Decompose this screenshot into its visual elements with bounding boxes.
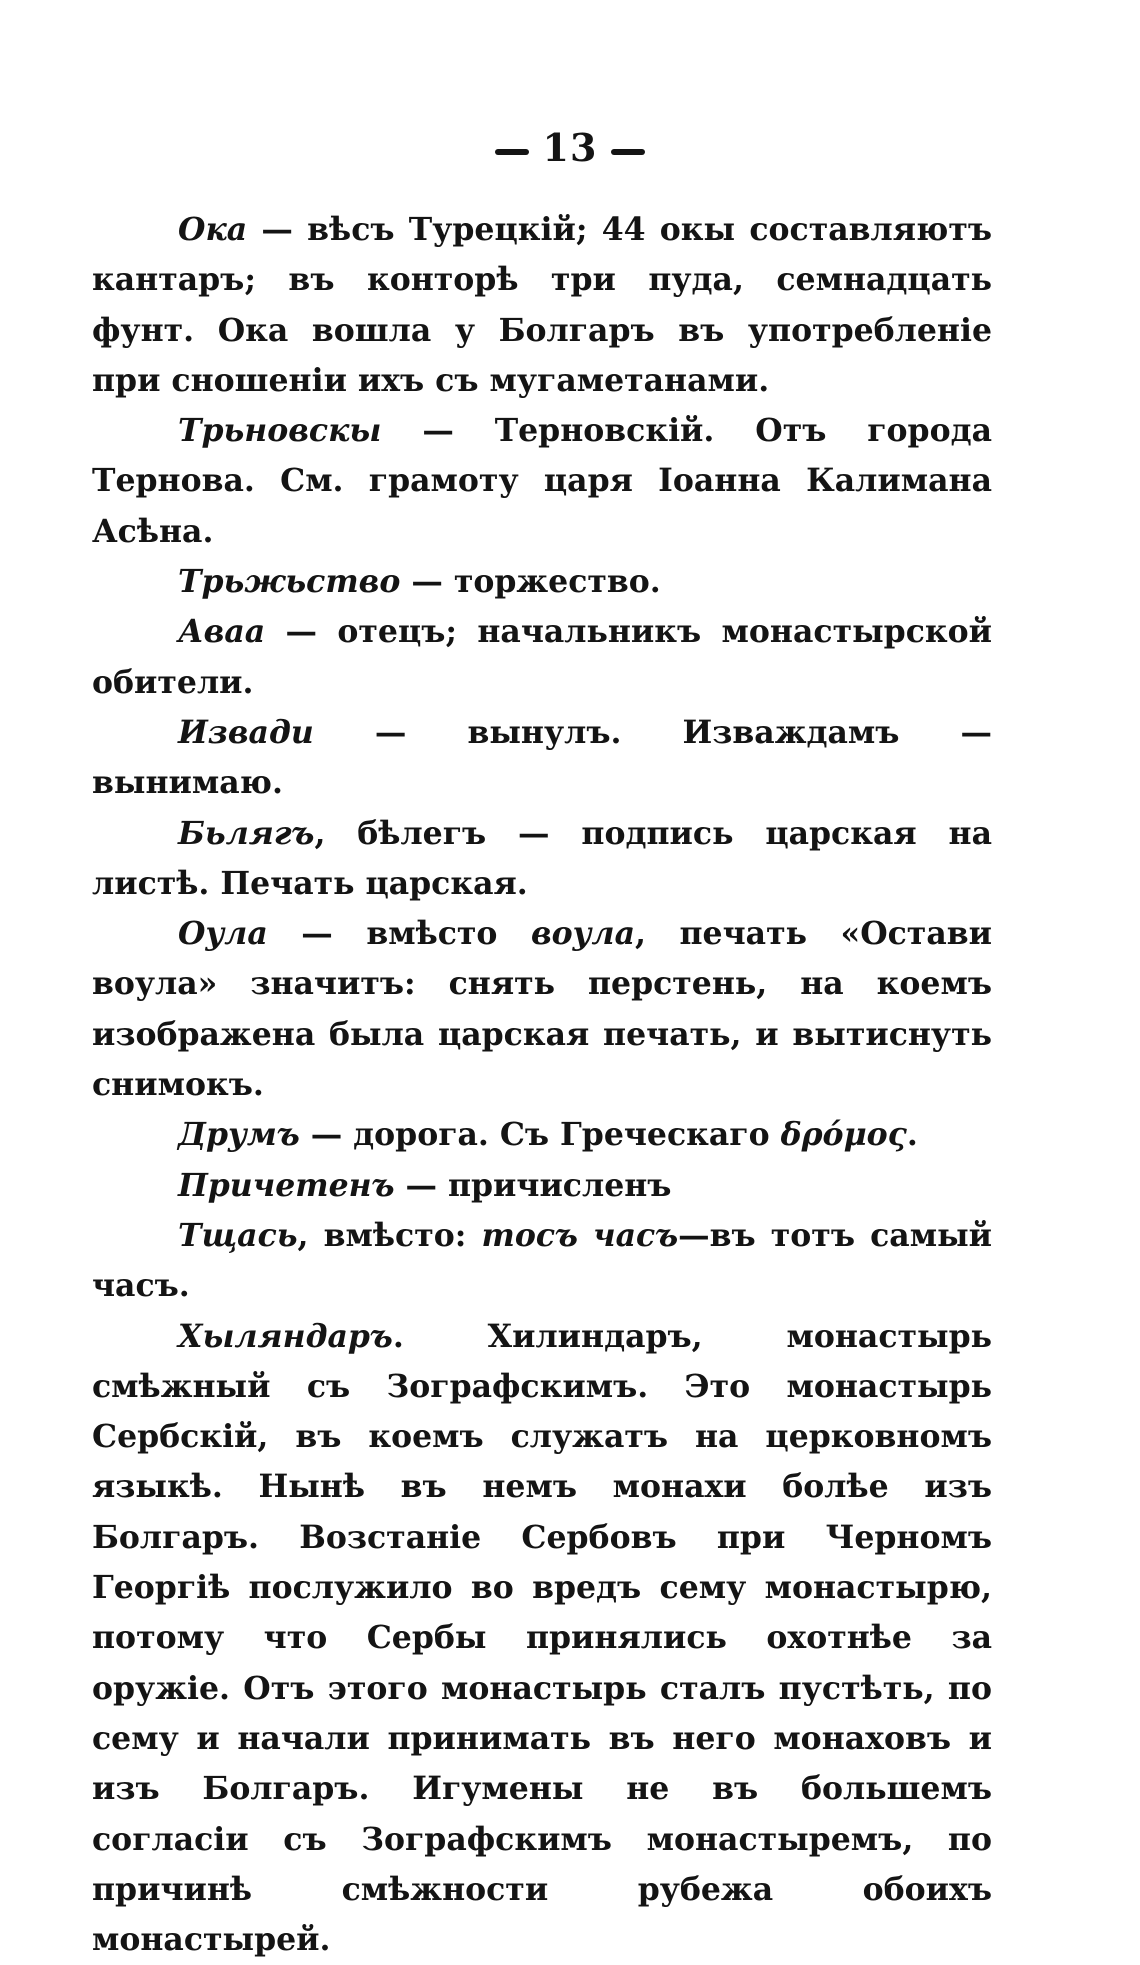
- entry-separator: —: [394, 1166, 448, 1204]
- entry-separator: —: [267, 915, 367, 953]
- glossary-entry-avaa: [92, 607, 992, 708]
- entry-separator: ,: [314, 814, 358, 852]
- entry-definition-part: дорога. Съ Греческаго: [353, 1116, 781, 1154]
- glossary-entry-tshchas: [92, 1211, 992, 1312]
- entry-term: Трьжьство: [178, 563, 401, 601]
- glossary-entry-izvadi: [92, 708, 992, 809]
- entry-definition: причисленъ: [447, 1166, 672, 1204]
- entry-definition-part: вмѣсто:: [323, 1216, 482, 1254]
- entry-definition-part: , печать «Остави воула» значитъ: снять перстень, на коемъ изображена была царская печать, и вытиснуть снимокъ.: [92, 915, 992, 1104]
- entry-term: Бьлягъ: [178, 814, 315, 852]
- entry-term: Друмъ: [178, 1116, 300, 1154]
- entry-separator: —: [299, 1116, 354, 1154]
- entry-italic-word: воула: [530, 915, 635, 953]
- glossary-entry-oka: [92, 205, 992, 406]
- entry-separator: —: [400, 563, 454, 601]
- header-dash-left: [495, 149, 529, 155]
- entry-definition: бѣлегъ — подпись царская на листѣ. Печать царская.: [92, 814, 992, 902]
- header-dash-right: [611, 149, 645, 155]
- entry-separator: —: [381, 412, 495, 450]
- glossary-entry-oula: [92, 909, 992, 1110]
- entry-term: Хыляндаръ: [178, 1317, 393, 1355]
- entry-definition-part: вмѣсто: [366, 915, 531, 953]
- entry-separator: —: [265, 613, 338, 651]
- entry-definition: Терновскій. Отъ города Тернова. См. грамоту царя Іоанна Калимана Асѣна.: [92, 412, 992, 550]
- entry-italic-word: тосъ часъ: [481, 1216, 679, 1254]
- entry-term: Извади: [178, 713, 314, 751]
- entry-definition: вѣсъ Турецкій; 44 окы составляютъ кантаръ; въ конторѣ три пуда, семнадцать фунт. Ока вошла у Болгаръ въ употребленіе при сношеніи ихъ съ мугаметанами.: [92, 211, 992, 399]
- entry-definition: отецъ; начальникъ монастырской обители.: [92, 613, 992, 701]
- page-number: 13: [542, 125, 598, 170]
- entry-definition-part: —въ тотъ самый часъ.: [92, 1216, 993, 1305]
- entry-term: Причетенъ: [178, 1166, 395, 1204]
- entry-term: Тщась: [178, 1216, 298, 1254]
- glossary-entry-trnovsky: [92, 406, 992, 557]
- entry-definition: торжество.: [453, 563, 661, 601]
- glossary-entry-drum: [92, 1110, 992, 1160]
- entry-separator: ,: [297, 1216, 324, 1254]
- entry-term: Ока: [178, 211, 248, 248]
- entry-definition: Хилиндаръ, монастырь смѣжный съ Зографскимъ. Это монастырь Сербскій, въ коемъ служатъ на церковномъ языкѣ. Нынѣ въ немъ монахи болѣе изъ Болгаръ. Возстаніе Сербовъ при Черномъ Георгіѣ послужило во вредъ сему монастырю, потому что Сербы принялись охотнѣе за оружіе. Отъ этого монастырь сталъ пустѣть, по сему и начали принимать въ него монаховъ и изъ Болгаръ. Игумены не въ большемъ согласіи съ Зографскимъ монастыремъ, по причинѣ смѣжности рубежа обоихъ монастырей.: [92, 1317, 992, 1959]
- glossary-entry-blyag: [92, 809, 992, 910]
- entry-separator: .: [392, 1317, 488, 1355]
- glossary-entry-prichetyen: [92, 1161, 992, 1211]
- entry-separator: —: [247, 211, 308, 248]
- page-header: [0, 125, 1140, 170]
- entry-term: Аваа: [178, 613, 266, 651]
- glossary-text: [92, 205, 992, 1965]
- glossary-entry-khilyandar: [92, 1312, 992, 1965]
- entry-term: Трьновскы: [178, 412, 382, 450]
- entry-definition-part: .: [906, 1116, 918, 1154]
- greek-word: δρόμος: [780, 1116, 907, 1154]
- entry-definition: вынулъ. Изваждамъ — вынимаю.: [92, 713, 993, 802]
- entry-separator: —: [313, 713, 468, 751]
- entry-term: Оула: [178, 915, 268, 953]
- glossary-entry-trzhstvo: [92, 557, 992, 607]
